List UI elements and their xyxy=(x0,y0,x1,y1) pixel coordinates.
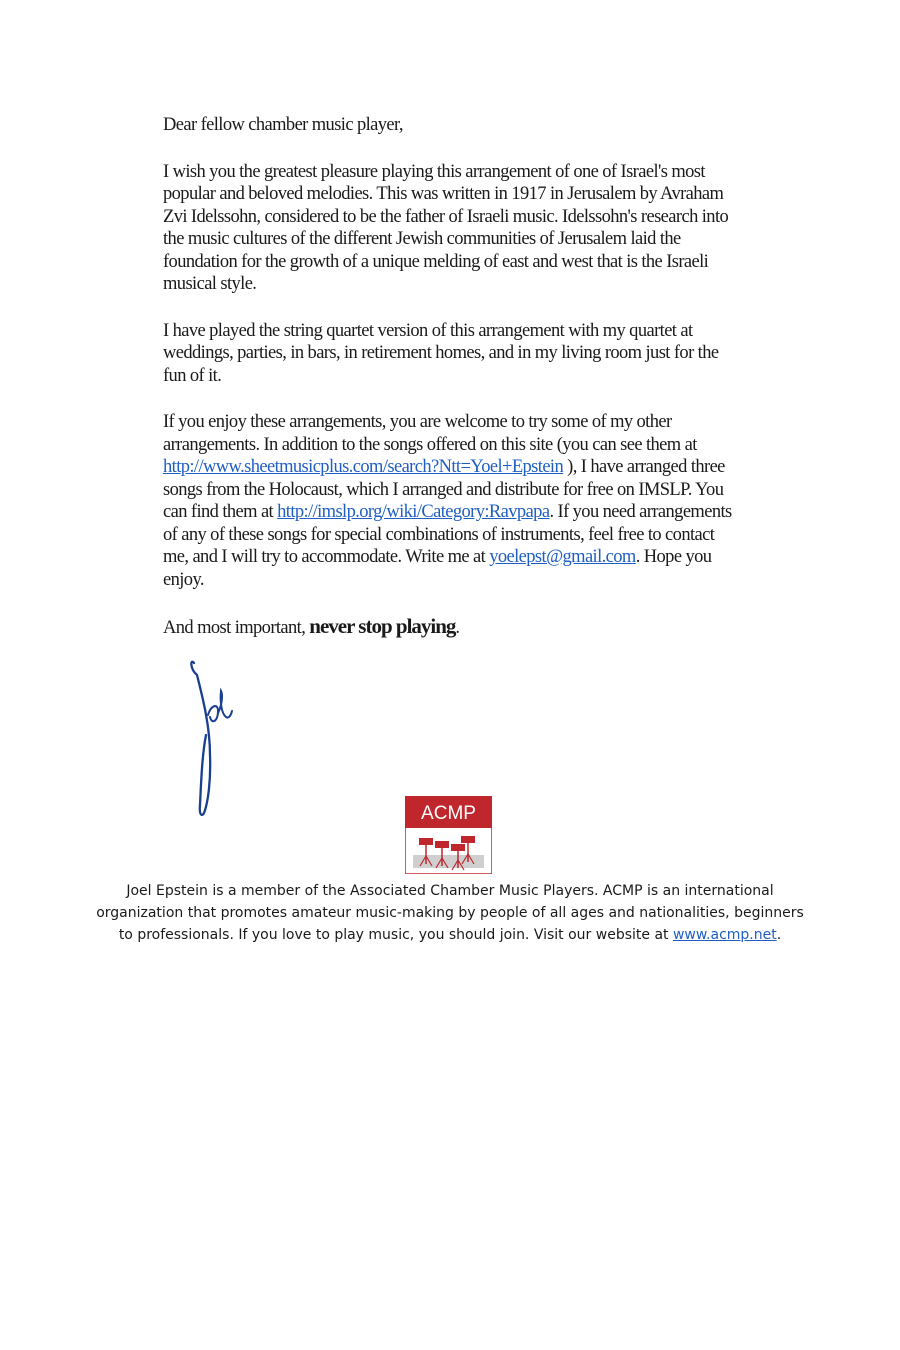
paragraph-text: ), I have arranged three songs from the Holocaust, which I arranged and distribute for free on IMSLP. You can find them at xyxy=(163,457,725,522)
acmp-logo xyxy=(405,796,492,874)
paragraph-intro: I wish you the greatest pleasure playing this arrangement of one of Israel's most popular and beloved melodies. This was written in 1917 in Jerusalem by Avraham Zvi Idelssohn, considered to be the father of Israeli music. Idelssohn's research into the music cultures of the different Jewish communities of Jerusalem laid the foundation for the growth of a unique melding of east and west that is the Israeli musical style. xyxy=(163,161,729,294)
footer-text: Joel Epstein is a member of the Associated Chamber Music Players. ACMP is an international organization that promotes amateur music-making by people of all ages and nationalities, beginners to professionals. If you love to play music, you should join. Visit our website at xyxy=(96,883,804,943)
sheetmusicplus-link[interactable]: http://www.sheetmusicplus.com/search?Ntt=Yoel+Epstein xyxy=(163,457,564,477)
paragraph-arrangements xyxy=(163,411,743,591)
footer-end: . xyxy=(776,927,782,943)
logo-text: ACMP xyxy=(421,803,476,824)
closing-end: . xyxy=(455,618,460,638)
paragraph-text: . If you need arrangements of any of these songs for special combinations of instruments, feel free to contact me, and I will try to accommodate. Write me at xyxy=(163,502,732,567)
closing-emphasis: never stop playing xyxy=(309,614,456,638)
signature-image xyxy=(180,655,250,820)
email-link[interactable]: yoelepst@gmail.com xyxy=(489,547,636,567)
closing-lead: And most important, xyxy=(163,618,310,638)
paragraph-text: If you enjoy these arrangements, you are welcome to try some of my other arrangements. In addition to the songs offered on this site (you can see them at xyxy=(163,412,697,455)
imslp-link[interactable]: http://imslp.org/wiki/Category:Ravpapa xyxy=(277,502,550,522)
greeting: Dear fellow chamber music player, xyxy=(163,115,403,135)
paragraph-quartet: I have played the string quartet version of this arrangement with my quartet at weddings, parties, in bars, in retirement homes, and in my living room just for the fun of it. xyxy=(163,320,719,386)
closing-line xyxy=(163,615,743,640)
acmp-website-link[interactable]: www.acmp.net xyxy=(672,927,777,943)
footer-note xyxy=(90,880,810,946)
paragraph-text: . Hope you enjoy. xyxy=(163,547,712,590)
letter-body xyxy=(163,114,743,664)
